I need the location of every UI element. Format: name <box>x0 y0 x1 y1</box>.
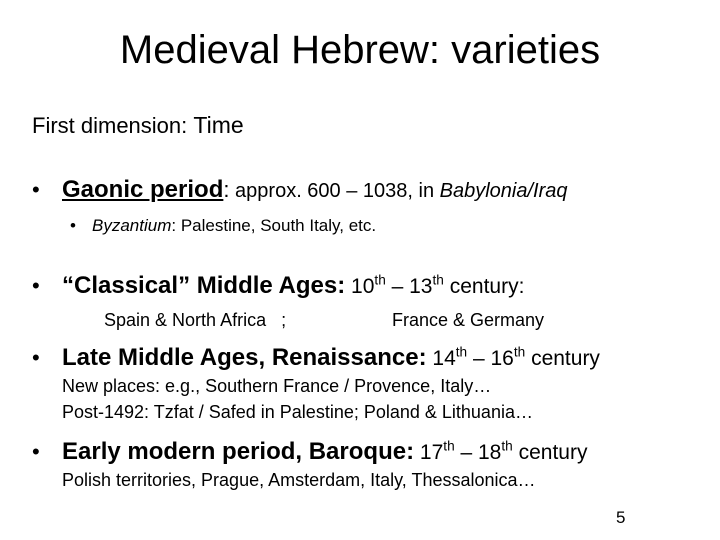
gaonic-heading: Gaonic period <box>62 176 224 203</box>
classical-region-a: Spain & North Africa ; <box>104 310 287 330</box>
byzantium-sub-item <box>70 216 376 236</box>
classical-mid: – 13 <box>385 275 433 298</box>
classical-bullet-item <box>32 272 524 300</box>
bullet-marker: • <box>32 177 40 202</box>
early-modern-end: century <box>512 441 588 464</box>
classical-heading: “Classical” Middle Ages: <box>62 272 346 299</box>
gaonic-bullet-item <box>32 176 568 204</box>
early-modern-bullet-item <box>32 438 587 466</box>
classical-end: century: <box>443 275 525 298</box>
classical-region-b: France & Germany <box>392 310 545 330</box>
late-sup2: th <box>513 344 526 360</box>
early-modern-heading: Early modern period, Baroque: <box>62 438 415 465</box>
early-modern-sup2: th <box>501 438 513 454</box>
late-end: century <box>525 347 600 370</box>
page-number: 5 <box>616 508 626 527</box>
early-modern-sup1: th <box>443 438 455 454</box>
dimension-value: Time <box>193 112 244 138</box>
late-line-1: New places: e.g., Southern France / Provence, Italy… <box>62 376 492 396</box>
bullet-marker: • <box>32 273 40 298</box>
classical-sup2: th <box>432 272 444 288</box>
byzantium-place: Byzantium <box>92 216 172 235</box>
early-modern-line-1: Polish territories, Prague, Amsterdam, Italy, Thessalonica… <box>62 470 536 490</box>
slide-title: Medieval Hebrew: varieties <box>119 28 601 72</box>
bullet-marker: • <box>32 439 40 464</box>
sub-bullet-marker: • <box>70 216 76 235</box>
classical-n1: 10 <box>345 275 375 298</box>
dimension-label: First dimension: <box>32 113 194 138</box>
bullet-marker: • <box>32 345 40 370</box>
gaonic-colon: : <box>223 177 230 202</box>
dimension-line <box>32 112 244 139</box>
early-modern-mid: – 18 <box>454 441 502 464</box>
late-bullet-item <box>32 344 600 372</box>
gaonic-place: Babylonia/Iraq <box>439 180 568 202</box>
byzantium-text: : Palestine, South Italy, etc. <box>171 216 377 235</box>
late-mid: – 16 <box>467 347 514 370</box>
gaonic-text: approx. 600 – 1038, in <box>229 180 440 202</box>
late-heading: Late Middle Ages, Renaissance: <box>62 344 427 371</box>
early-modern-n1: 17 <box>414 441 444 464</box>
classical-sup1: th <box>374 272 386 288</box>
late-n1: 14 <box>426 347 456 370</box>
late-line-2: Post-1492: Tzfat / Safed in Palestine; Poland & Lithuania… <box>62 402 533 422</box>
late-sup1: th <box>455 344 468 360</box>
